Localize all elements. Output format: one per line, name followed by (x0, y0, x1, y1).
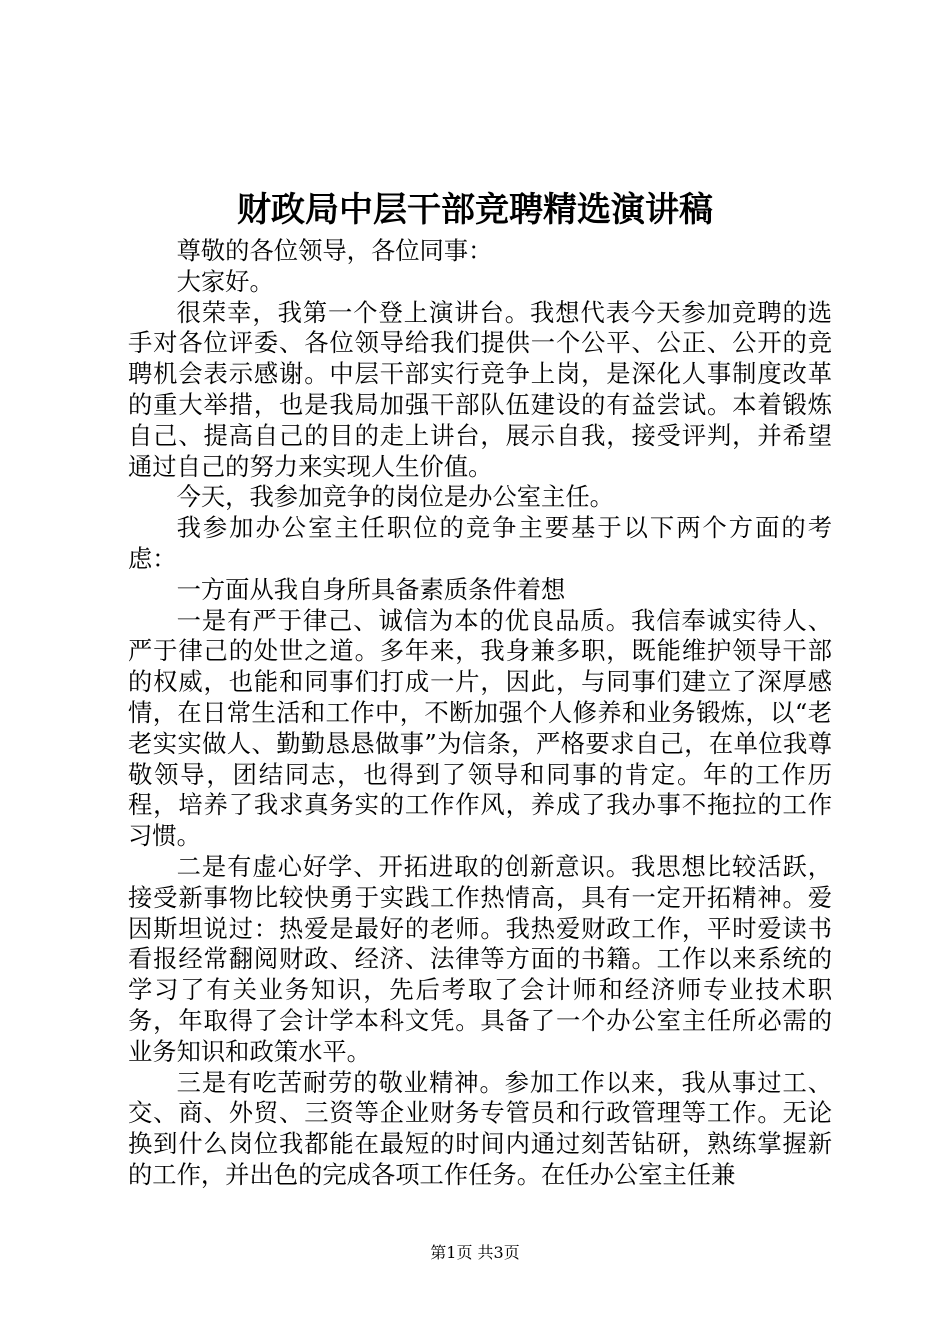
point-two-paragraph: 二是有虚心好学、开拓进取的创新意识。我思想比较活跃，接受新事物比较快勇于实践工作热情高，具有一定开拓精神。爱因斯坦说过：热爱是最好的老师。我热爱财政工作，平时爱读书看报经常翻阅财政、经济、法律等方面的书籍。工作以来系统的学习了有关业务知识，先后考取了会计师和经济师专业技术职务，年取得了会计学本科文凭。具备了一个办公室主任所必需的业务知识和政策水平。 (128, 851, 832, 1066)
point-three-paragraph: 三是有吃苦耐劳的敬业精神。参加工作以来，我从事过工、交、商、外贸、三资等企业财务专管员和行政管理等工作。无论换到什么岗位我都能在最短的时间内通过刻苦钻研，熟练掌握新的工作，并出色的完成各项工作任务。在任办公室主任兼 (128, 1067, 832, 1189)
section-heading-paragraph: 一方面从我自身所具备素质条件着想 (176, 574, 566, 604)
document-title: 财政局中层干部竞聘精选演讲稿 (237, 190, 713, 230)
document-body (128, 236, 832, 1191)
salutation-paragraph: 尊敬的各位领导，各位同事： (176, 236, 493, 265)
greeting-paragraph: 大家好。 (176, 266, 274, 296)
point-one-paragraph: 一是有严于律己、诚信为本的优良品质。我信奉诚实待人、严于律己的处世之道。多年来，我身兼多职，既能维护领导干部的权威，也能和同事们打成一片，因此，与同事们建立了深厚感情，在日常生活和工作中，不断加强个人修养和业务锻炼，以“老老实实做人、勤勤恳恳做事”为信条，严格要求自己，在单位我尊敬领导，团结同志，也得到了领导和同事的肯定。年的工作历程，培养了我求真务实的工作作风，养成了我办事不拖拉的工作习惯。 (128, 605, 832, 851)
intro-paragraph: 很荣幸，我第一个登上演讲台。我想代表今天参加竞聘的选手对各位评委、各位领导给我们提供一个公平、公正、公开的竞聘机会表示感谢。中层干部实行竞争上岗，是深化人事制度改革的重大举措，也是我局加强干部队伍建设的有益尝试。本着锻炼自己、提高自己的目的走上讲台，展示自我，接受评判，并希望通过自己的努力来实现人生价值。 (128, 297, 832, 481)
page-number-footer: 第1页 共3页 (430, 1243, 520, 1262)
reasons-paragraph: 我参加办公室主任职位的竞争主要基于以下两个方面的考虑： (128, 513, 832, 573)
position-paragraph: 今天，我参加竞争的岗位是办公室主任。 (176, 482, 614, 512)
